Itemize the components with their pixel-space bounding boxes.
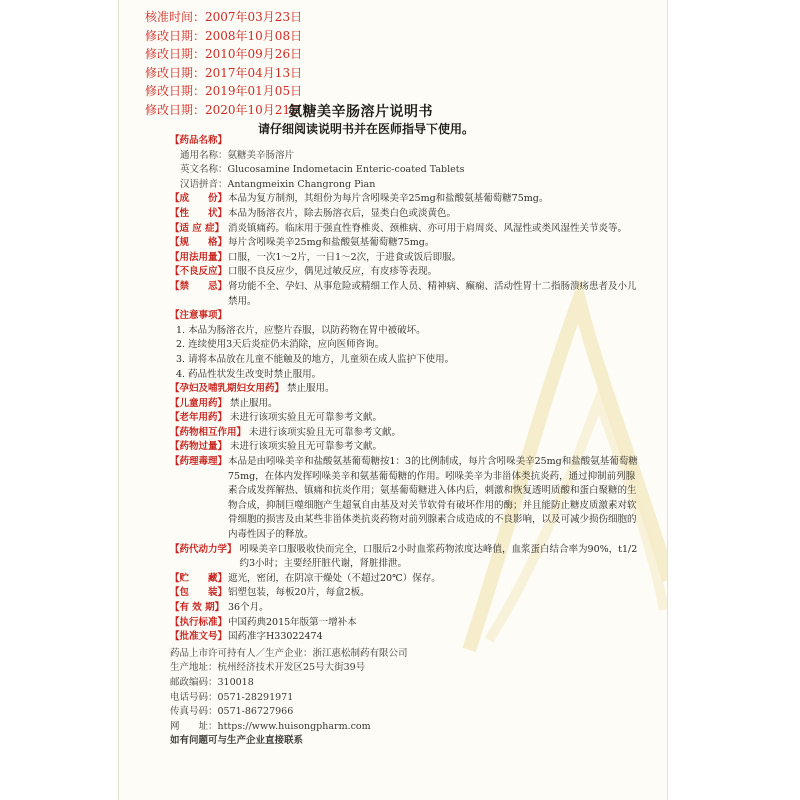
- section-pharmacokinetics: [170, 543, 642, 572]
- section-label: 【贮 藏】: [170, 572, 228, 584]
- section-value: 吲哚美辛口服吸收快而完全，口服后2小时血浆药物浓度达峰值，血浆蛋白结合率为90%，t1/2约3小时；主要经肝脏代谢，肾脏排泄。: [239, 543, 638, 570]
- document-subtitle: 请仔细阅读说明书并在医师指导下使用。: [258, 122, 475, 136]
- section-specification: [170, 236, 642, 251]
- section-shelf-life: [170, 601, 642, 616]
- section-value: 中国药典2015年版第一增补本: [228, 616, 357, 628]
- section-label: 【禁 忌】: [170, 280, 228, 292]
- section-children: [170, 397, 642, 412]
- section-label: 【执行标准】: [170, 616, 228, 628]
- revision-line: 修改日期：2017年04月13日: [145, 65, 303, 80]
- section-label: 【药物相互作用】: [170, 426, 247, 438]
- section-label: 【包 装】: [170, 587, 228, 599]
- section-label: 【适 应 症】: [170, 222, 225, 234]
- company-contact-note: 如有问题可与生产企业直接联系: [170, 735, 304, 747]
- revision-line: 修改日期：2010年09月26日: [145, 47, 303, 62]
- document-title: 氨糖美辛肠溶片说明书: [288, 104, 433, 120]
- section-label: 【有 效 期】: [170, 602, 225, 613]
- section-value: 36个月。: [228, 602, 269, 613]
- section-storage: [170, 572, 642, 587]
- section-value: 本品为复方制剂，其组份为每片含吲哚美辛25mg和盐酸氨基葡萄糖75mg。: [228, 193, 549, 205]
- section-appearance: [170, 207, 642, 222]
- precautions-header: 【注意事项】: [170, 310, 228, 322]
- section-label: 【药代动力学】: [170, 543, 237, 555]
- drug-name-header: 【药品名称】: [170, 135, 228, 146]
- section-label: 【不良反应】: [170, 266, 228, 278]
- section-elderly: [170, 411, 642, 426]
- section-value: 本品为肠溶衣片，除去肠溶衣后，显类白色或淡黄色。: [228, 207, 457, 219]
- section-value: 每片含吲哚美辛25mg和盐酸氨基葡萄糖75mg。: [228, 237, 435, 249]
- revision-line: 修改日期：2020年10月21日: [145, 102, 303, 117]
- section-contraindications: [170, 280, 642, 309]
- precaution-item: 4. 药品性状发生改变时禁止服用。: [176, 368, 322, 380]
- section-value: 铝塑包装，每板20片，每盒2板。: [228, 587, 370, 599]
- section-value: 未进行该项实验且无可靠参考文献。: [230, 412, 383, 424]
- section-label: 【药理毒理】: [170, 456, 228, 468]
- company-address: 生产地址：杭州经济技术开发区25号大街39号: [170, 662, 366, 674]
- section-indications: [170, 222, 642, 237]
- section-label: 【用法用量】: [170, 251, 228, 263]
- section-pregnancy: [170, 382, 642, 397]
- company-website[interactable]: 网 址：https://www.huisongpharm.com: [170, 720, 371, 732]
- section-approval-number: [170, 630, 642, 645]
- section-adverse-reactions: [170, 265, 642, 280]
- section-value: 禁止服用。: [230, 397, 278, 409]
- precaution-item: 1. 本品为肠溶衣片，应整片吞服，以防药物在胃中被破坏。: [176, 324, 426, 336]
- section-label: 【孕妇及哺乳期妇女用药】: [170, 383, 285, 395]
- section-value: 口服，一次1～2片，一日1～2次，于进食或饭后即服。: [228, 251, 462, 263]
- company-holder: 药品上市许可持有人／生产企业：浙江惠松制药有限公司: [170, 647, 408, 659]
- section-dosage: [170, 251, 642, 266]
- company-fax: 传真号码：0571-86727966: [170, 706, 294, 718]
- section-label: 【批准文号】: [170, 631, 228, 643]
- section-ingredients: [170, 192, 642, 207]
- company-phone: 电话号码：0571-28291971: [170, 691, 294, 703]
- precaution-item: 2. 连续使用3天后炎症仍未消除，应向医师咨询。: [176, 339, 385, 351]
- section-value: 未进行该项实验且无可靠参考文献。: [230, 441, 383, 453]
- section-value: 遮光，密闭，在阴凉干燥处（不超过20℃）保存。: [228, 572, 441, 584]
- section-label: 【性 状】: [170, 207, 228, 219]
- section-value: 国药准字H33022474: [228, 631, 323, 643]
- revision-history: [145, 8, 302, 120]
- precaution-item: 3. 请将本品放在儿童不能触及的地方，儿童须在成人监护下使用。: [176, 353, 455, 365]
- section-value: 禁止服用。: [287, 383, 335, 395]
- section-label: 【规 格】: [170, 237, 228, 249]
- pinyin-name: 汉语拼音：Antangmeixin Changrong Pian: [180, 178, 376, 190]
- section-standard: [170, 616, 642, 631]
- section-interactions: [170, 426, 642, 441]
- section-label: 【成 份】: [170, 193, 228, 205]
- section-pharmacology: [170, 455, 642, 543]
- generic-name: 通用名称：氨糖美辛肠溶片: [180, 149, 295, 161]
- section-label: 【药物过量】: [170, 441, 228, 453]
- section-value: 未进行该项实验且无可靠参考文献。: [249, 426, 402, 438]
- section-value: 消炎镇痛药。临床用于强直性脊椎炎、颈椎病、亦可用于肩周炎、风湿性或类风湿性关节炎等。: [228, 222, 628, 234]
- section-value: 肾功能不全、孕妇、从事危险或精细工作人员、精神病、癫痫、活动性胃十二指肠溃疡患者及小儿禁用。: [228, 280, 637, 307]
- company-postcode: 邮政编码：310018: [170, 676, 254, 688]
- section-value: 本品是由吲哚美辛和盐酸氨基葡萄糖按1：3的比例制成，每片含吲哚美辛25mg和盐酸氨基葡萄糖75mg，在体内发挥吲哚美辛和氨基葡萄糖的作用。吲哚美辛为非甾体类抗炎药，通过抑制前列腺素合成发挥解热、镇痛和抗炎作用；氨基葡萄糖进入体内后，刺激和恢复透明质酸和蛋白聚糖的生物合成，抑制巨噬细胞产生超氧自由基及对关节软骨有破坏作用的酶；并且能防止糖皮质激素对软骨细胞的损害及由某些非甾体类抗炎药物对前列腺素合成造成的不良影响，以及可减少损伤细胞的内毒性因子的释放。: [228, 456, 638, 541]
- section-overdose: [170, 440, 642, 455]
- section-packaging: [170, 586, 642, 601]
- revision-line: 核准时间：2007年03月23日: [145, 10, 303, 24]
- section-value: 口服不良反应少，偶见过敏反应，有皮疹等表现。: [228, 266, 438, 278]
- revision-line: 修改日期：2008年10月08日: [145, 28, 303, 43]
- section-label: 【老年用药】: [170, 412, 228, 424]
- english-name: 英文名称：Glucosamine Indometacin Enteric-coated Tablets: [180, 164, 465, 176]
- section-label: 【儿童用药】: [170, 397, 228, 409]
- leaflet-content: [170, 134, 642, 749]
- revision-line: 修改日期：2019年01月05日: [145, 84, 303, 99]
